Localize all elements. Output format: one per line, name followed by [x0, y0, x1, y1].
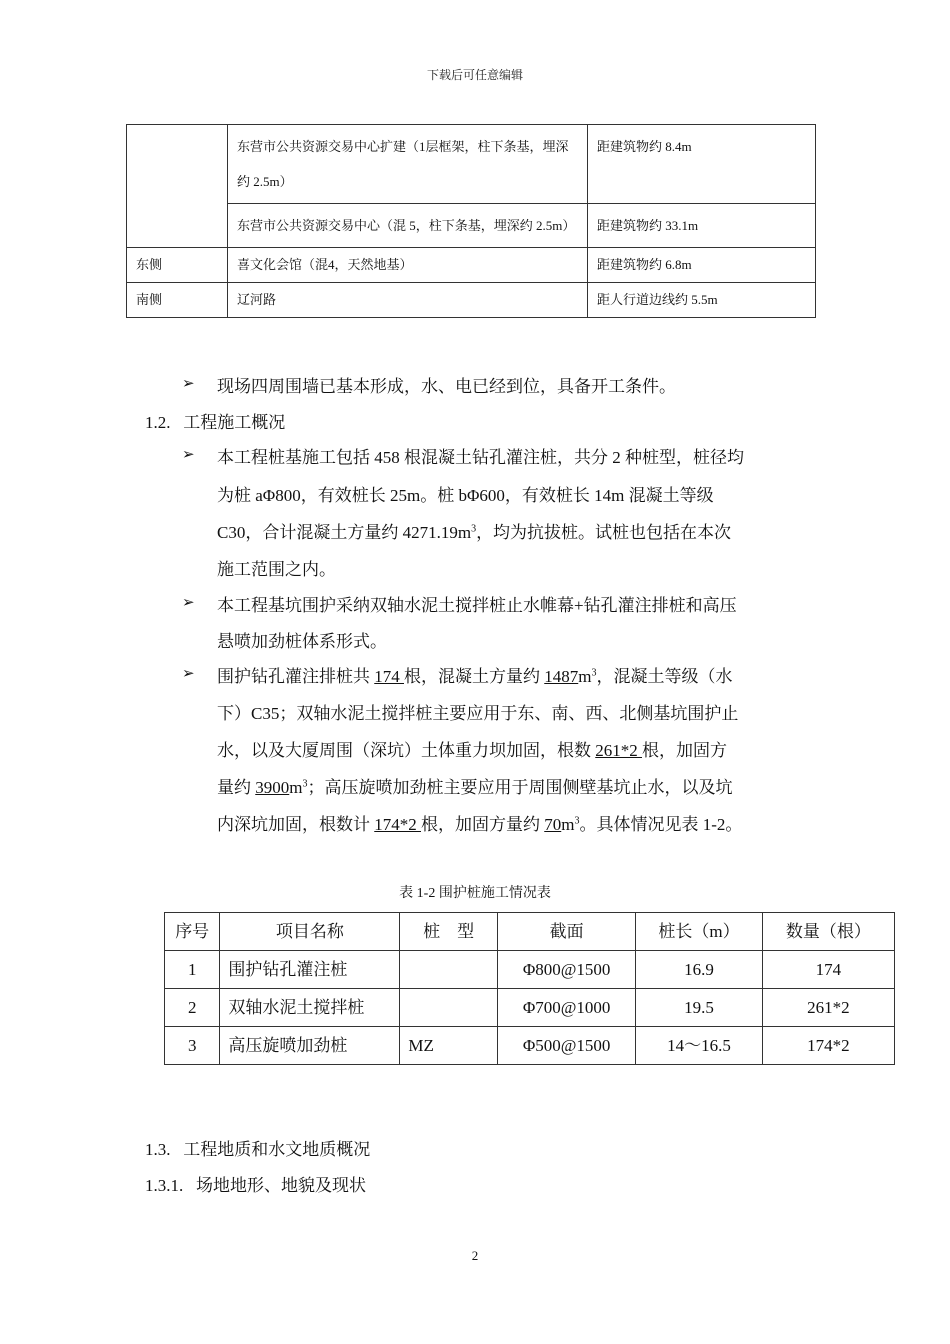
table-cell: 14～16.5: [636, 1027, 762, 1065]
building-cell: 喜文化会馆（混4，天然地基）: [228, 248, 588, 283]
section-number: 1.3.1.: [145, 1176, 184, 1195]
section-heading: [145, 1135, 370, 1160]
paragraph-line: 悬喷加劲桩体系形式。: [217, 632, 387, 651]
table-row: [127, 125, 816, 204]
distance-cell: 距建筑物约 6.8m: [588, 248, 816, 283]
table-row: [127, 204, 816, 248]
building-cell: 东营市公共资源交易中心扩建（1层框架，柱下条基，埋深约 2.5m）: [228, 125, 588, 204]
page-header: 下载后可任意编辑: [426, 68, 523, 82]
table-cell: 16.9: [636, 951, 762, 989]
table-cell: 19.5: [636, 989, 762, 1027]
page-number: 2: [471, 1248, 479, 1263]
column-header: 截面: [497, 913, 635, 951]
table-cell: 3: [165, 1027, 220, 1065]
table-cell: 2: [165, 989, 220, 1027]
table-row: [127, 283, 816, 318]
paragraph-line: 下）C35；双轴水泥土搅拌桩主要应用于东、南、西、北侧基坑围护止: [217, 704, 739, 723]
table-cell: [400, 989, 498, 1027]
column-header: 桩 型: [400, 913, 498, 951]
table-cell: 双轴水泥土搅拌桩: [220, 989, 400, 1027]
table-row: [165, 989, 895, 1027]
table-cell: Φ700@1000: [497, 989, 635, 1027]
column-header: 项目名称: [220, 913, 400, 951]
bullet-arrow-icon: ➢: [182, 666, 195, 682]
bullet-arrow-icon: ➢: [182, 376, 195, 392]
distance-cell: 距建筑物约 33.1m: [588, 204, 816, 248]
paragraph-line: 量约 $3900m^3$；高压旋喷加劲桩主要应用于周围侧壁基坑止水，以及坑: [217, 778, 733, 797]
table-cell: [400, 951, 498, 989]
table-cell: MZ: [400, 1027, 498, 1065]
building-cell: 东营市公共资源交易中心（混 5，柱下条基，埋深约 2.5m）: [228, 204, 588, 248]
paragraph-line: 现场四周围墙已基本形成，水、电已经到位，具备开工条件。: [217, 377, 676, 396]
section-title: 工程地质和水文地质概况: [183, 1140, 371, 1159]
distance-cell: 距建筑物约 8.4m: [588, 125, 816, 204]
section-number: 1.3.: [145, 1140, 171, 1159]
table-cell: 261*2: [762, 989, 894, 1027]
table-cell: 高压旋喷加劲桩: [220, 1027, 400, 1065]
table-cell: 1: [165, 951, 220, 989]
table-cell: Φ800@1500: [497, 951, 635, 989]
section-title: 工程施工概况: [183, 413, 286, 432]
table-cell: Φ500@1500: [497, 1027, 635, 1065]
table-cell: 174: [762, 951, 894, 989]
column-header: 桩长（m）: [636, 913, 762, 951]
paragraph-line: 内深坑加固，根数计 174*2 根，加固方量约 $70m^3$。具体情况见表 1-2。: [217, 815, 743, 834]
pile-construction-table: [164, 912, 895, 1065]
column-header: 序号: [165, 913, 220, 951]
distance-cell: 距人行道边线约 5.5m: [588, 283, 816, 318]
side-cell: 东侧: [127, 248, 228, 283]
surroundings-table: [126, 124, 816, 318]
side-cell: 南侧: [127, 283, 228, 318]
building-cell: 辽河路: [228, 283, 588, 318]
table-caption: 表 1-2 围护桩施工情况表: [399, 886, 551, 901]
paragraph-line: 施工范围之内。: [217, 560, 336, 579]
table-row: [165, 951, 895, 989]
table-cell: 174*2: [762, 1027, 894, 1065]
bullet-arrow-icon: ➢: [182, 447, 195, 463]
bullet-arrow-icon: ➢: [182, 595, 195, 611]
section-heading: [145, 408, 285, 433]
column-header: 数量（根）: [762, 913, 894, 951]
paragraph-line: 围护钻孔灌注排桩共 174 根，混凝土方量约 $1487m^3$，混凝土等级（水: [217, 667, 733, 686]
paragraph-line: 水，以及大厦周围（深坑）土体重力坝加固，根数 261*2 根，加固方: [217, 741, 727, 760]
table-row: [165, 1027, 895, 1065]
paragraph-line: 本工程桩基施工包括 458 根混凝土钻孔灌注桩，共分 2 种桩型，桩径均: [217, 448, 744, 467]
paragraph-line: 为桩 aΦ800，有效桩长 25m。桩 bΦ600，有效桩长 14m 混凝土等级: [217, 486, 714, 505]
paragraph-line: C30，合计混凝土方量约 $4271.19m^3$，均为抗拔桩。试桩也包括在本次: [217, 523, 732, 542]
table-cell: 围护钻孔灌注桩: [220, 951, 400, 989]
table-header-row: [165, 913, 895, 951]
table-row: [127, 248, 816, 283]
subsection-heading: [145, 1171, 366, 1196]
section-number: 1.2.: [145, 413, 171, 432]
side-cell: [127, 125, 228, 248]
section-title: 场地地形、地貌及现状: [196, 1176, 366, 1195]
paragraph-line: 本工程基坑围护采纳双轴水泥土搅拌桩止水帷幕+钻孔灌注排桩和高压: [217, 596, 737, 615]
